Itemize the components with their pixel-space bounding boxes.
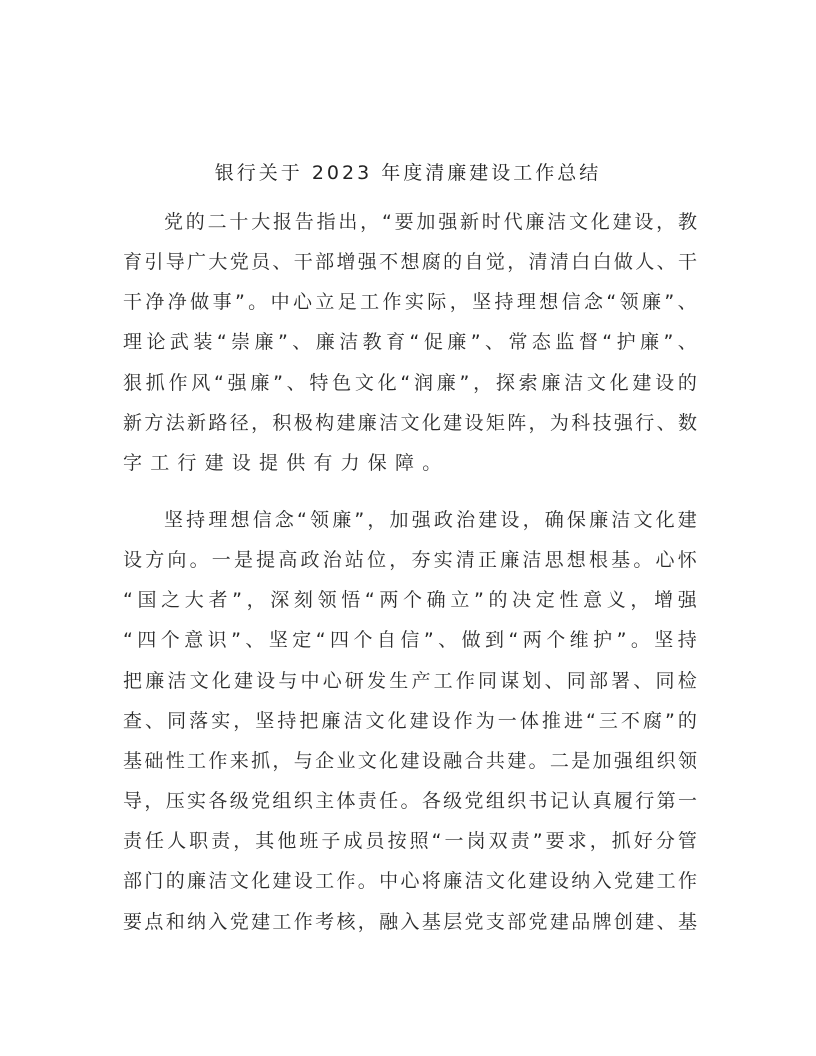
text-line: 理 论 武 装 “ 崇 廉 ” 、 廉 洁 教 育 “ 促 廉 ” 、 常 态 监 督 “ 护 廉 ” 、 [123, 331, 697, 353]
text-line: 新 方 法 新 路 径 ， 积 极 构 建 廉 洁 文 化 建 设 矩 阵 ， 为 科 技 强 行 、 数 [123, 412, 697, 434]
text-line: 导 ， 压 实 各 级 党 组 织 主 体 责 任 。 各 级 党 组 织 书 记 认 真 履 行 第 一 [123, 790, 697, 812]
text-line: 查 、 同 落 实 ， 坚 持 把 廉 洁 文 化 建 设 作 为 一 体 推 进 “ 三 不 腐 ” 的 [123, 710, 697, 732]
text-line: “ 四 个 意 识 ” 、 坚 定 “ 四 个 自 信 ” 、 做 到 “ 两 个 维 护 ” 。 坚 持 [123, 629, 697, 651]
text-line: 设 方 向 。 一 是 提 高 政 治 站 位 ， 夯 实 清 正 廉 洁 思 想 根 基 。 心 怀 [123, 549, 697, 571]
text-line: 责 任 人 职 责 ， 其 他 班 子 成 员 按 照 “ 一 岗 双 责 ” 要 求 ， 抓 好 分 管 [123, 830, 697, 852]
text-line: 字工行建设提供有力保障。 [123, 452, 450, 474]
text-line: 干 净 净 做 事 ” 。 中 心 立 足 工 作 实 际 ， 坚 持 理 想 信 念 “ 领 廉 ” 、 [123, 291, 697, 313]
text-line: 部 门 的 廉 洁 文 化 建 设 工 作 。 中 心 将 廉 洁 文 化 建 设 纳 入 党 建 工 作 [123, 870, 697, 892]
text-line: 狠 抓 作 风 “ 强 廉 ” 、 特 色 文 化 “ 润 廉 ” ， 探 索 廉 洁 文 化 建 设 的 [123, 372, 697, 394]
text-line: 把 廉 洁 文 化 建 设 与 中 心 研 发 生 产 工 作 同 谋 划 、 同 部 署 、 同 检 [123, 670, 697, 692]
text-line: 党 的 二 十 大 报 告 指 出 ， “ 要 加 强 新 时 代 廉 洁 文 化 建 设 ， 教 [164, 211, 697, 233]
text-line: 要 点 和 纳 入 党 建 工 作 考 核 ， 融 入 基 层 党 支 部 党 建 品 牌 创 建 、 基 [123, 911, 697, 933]
document-title: 银行关于 2023 年度清廉建设工作总结 [214, 162, 602, 184]
text-line: 基 础 性 工 作 来 抓 ， 与 企 业 文 化 建 设 融 合 共 建 。 二 是 加 强 组 织 领 [123, 750, 697, 772]
text-line: 坚 持 理 想 信 念 “ 领 廉 ” ， 加 强 政 治 建 设 ， 确 保 廉 洁 文 化 建 [164, 509, 697, 531]
text-line: 育 引 导 广 大 党 员 、 干 部 增 强 不 想 腐 的 自 觉 ， 清 清 白 白 做 人 、 干 [123, 251, 697, 273]
text-line: “ 国 之 大 者 ” ， 深 刻 领 悟 “ 两 个 确 立 ” 的 决 定 性 意 义 ， 增 强 [123, 589, 697, 611]
